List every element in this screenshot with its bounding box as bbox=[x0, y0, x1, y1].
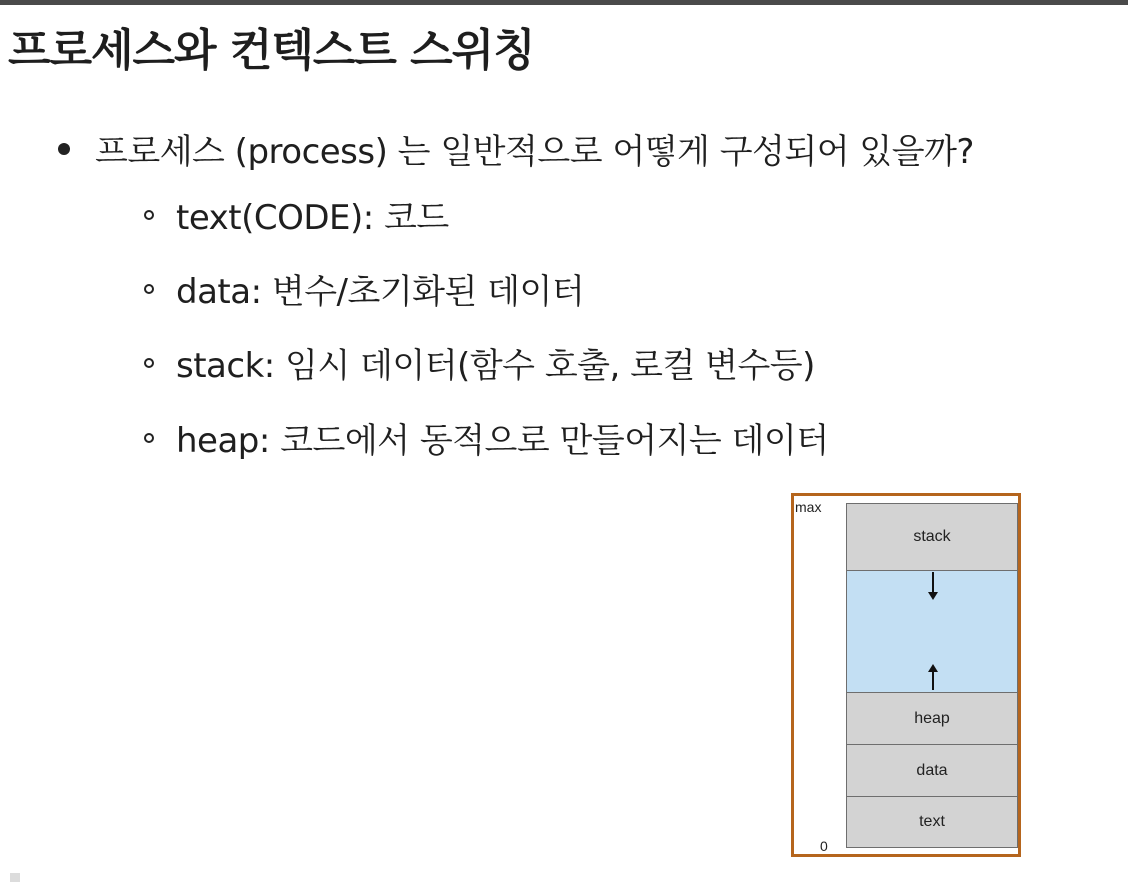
bullet-circle-icon bbox=[144, 284, 154, 294]
data-segment bbox=[846, 744, 1018, 797]
sub-item-label: stack: 임시 데이터(함수 호출, 로컬 변수등) bbox=[176, 346, 815, 386]
sub-item-text bbox=[144, 190, 449, 239]
stack-grow-down-arrow-icon bbox=[932, 572, 934, 594]
sub-item-data bbox=[144, 264, 584, 313]
sub-item-label: data: 변수/초기화된 데이터 bbox=[176, 272, 585, 312]
page-title: 프로세스와 컨텍스트 스위칭 bbox=[8, 25, 535, 76]
bullet-circle-icon bbox=[144, 433, 154, 443]
text-segment bbox=[846, 796, 1018, 848]
sub-item-label: heap: 코드에서 동적으로 만들어지는 데이터 bbox=[176, 421, 829, 461]
text-segment-label: text bbox=[919, 813, 945, 830]
sub-item-label: text(CODE): 코드 bbox=[176, 198, 449, 238]
bullet-circle-icon bbox=[144, 210, 154, 220]
corner-mark bbox=[10, 873, 20, 882]
stack-segment bbox=[846, 503, 1018, 571]
max-label: max bbox=[795, 499, 822, 515]
data-segment-label: data bbox=[916, 761, 948, 779]
heap-grow-up-arrow-icon bbox=[932, 670, 934, 690]
main-bullet-text: 프로세스 (process) 는 일반적으로 어떻게 구성되어 있을까? bbox=[95, 132, 974, 172]
bullet-circle-icon bbox=[144, 358, 154, 368]
sub-item-heap bbox=[144, 413, 829, 462]
heap-segment-label: heap bbox=[914, 709, 950, 727]
zero-label: 0 bbox=[820, 838, 828, 854]
heap-segment bbox=[846, 692, 1018, 745]
stack-segment-label: stack bbox=[913, 528, 951, 545]
main-bullet bbox=[58, 124, 974, 173]
process-memory-diagram bbox=[791, 493, 1021, 857]
sub-item-stack bbox=[144, 338, 815, 387]
bullet-disc-icon bbox=[58, 143, 70, 155]
top-bar bbox=[0, 0, 1128, 5]
